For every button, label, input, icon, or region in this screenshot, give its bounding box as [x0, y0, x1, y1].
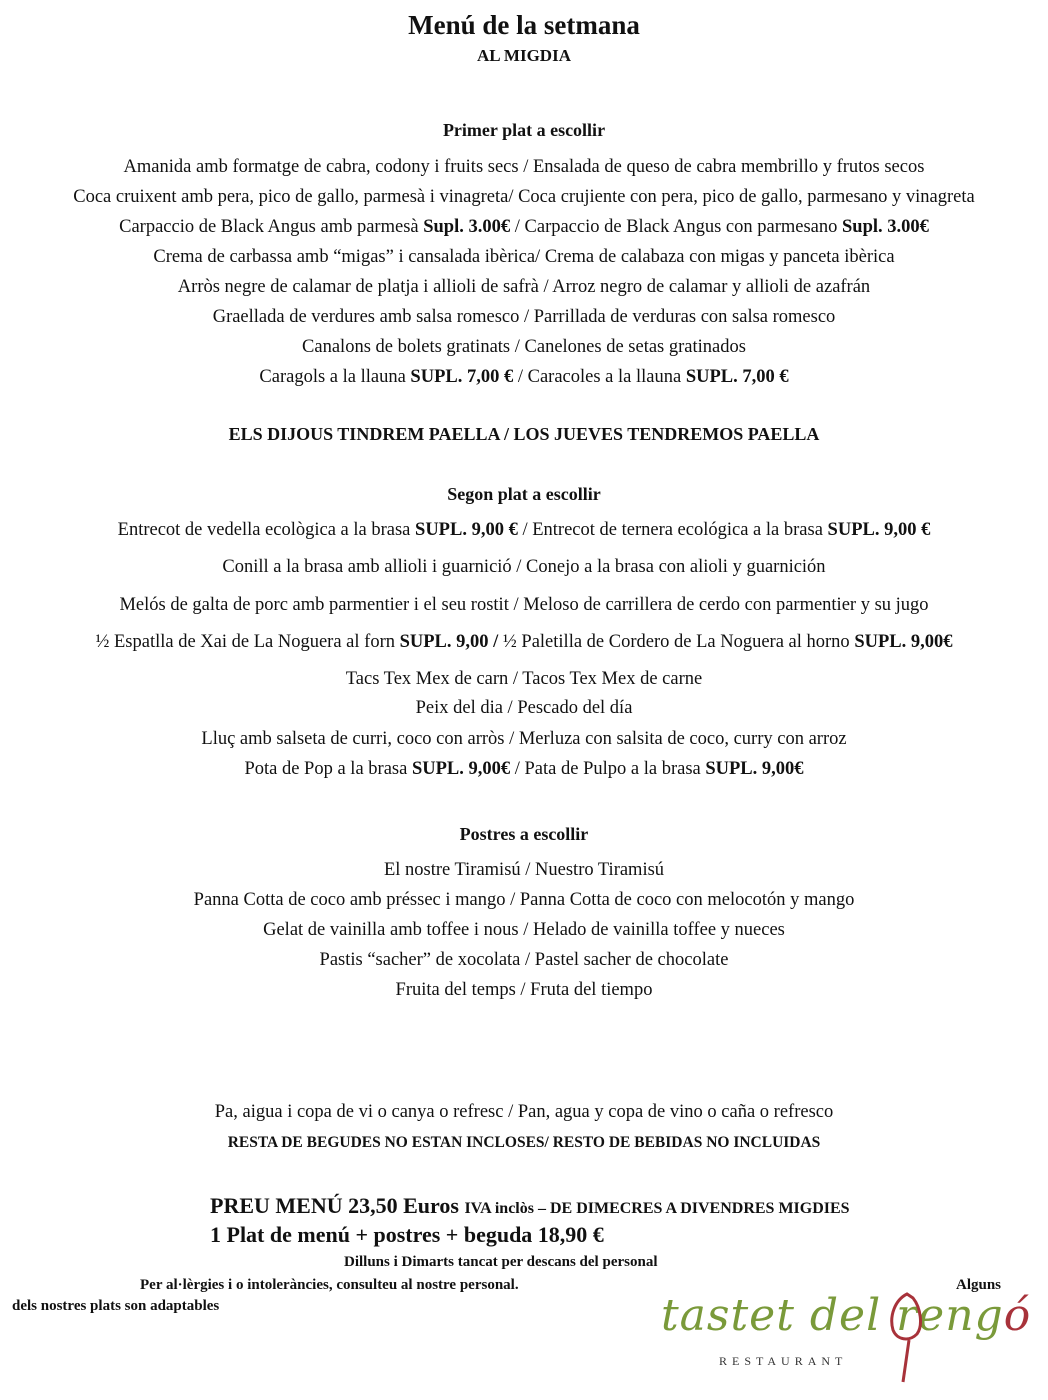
- menu-item: [0, 557, 1048, 578]
- dish-text: Canalons de bolets gratinats / Canelones de setas gratinados: [302, 337, 746, 357]
- menu-price: [210, 1193, 850, 1219]
- menu-item: [0, 632, 1048, 653]
- menu-subtitle: AL MIGDIA: [477, 46, 571, 65]
- supplement-price: SUPL. 9,00€: [705, 759, 804, 779]
- menu-item: [0, 860, 1048, 881]
- wine-glass-icon: [877, 1290, 937, 1385]
- dish-text: Peix del dia / Pescado del día: [415, 698, 633, 718]
- supplement-price: SUPL. 9,00 €: [827, 520, 931, 540]
- dish-text: Lluç amb salseta de curri, coco con arròs / Merluza con salsita de coco, curry con arroz: [201, 729, 847, 749]
- supplement-price: SUPL. 9,00€: [411, 759, 511, 779]
- dish-text: Pota de Pop a la brasa: [244, 759, 412, 779]
- supplement-price: SUPL. 9,00 €: [415, 520, 518, 540]
- closed-days-note: Dilluns i Dimarts tancat per descans del personal: [344, 1254, 658, 1270]
- menu-item: [0, 980, 1048, 1001]
- supplement-price: SUPL. 9,00€: [854, 632, 953, 652]
- dish-text: Panna Cotta de coco amb préssec i mango / Panna Cotta de coco con melocotón y mango: [193, 890, 855, 910]
- menu-price-note: IVA inclòs – DE DIMECRES A DIVENDRES MIGDIES: [464, 1200, 850, 1217]
- dish-text: Gelat de vainilla amb toffee i nous / Helado de vainilla toffee y nueces: [263, 920, 785, 940]
- dish-text: / Entrecot de ternera ecológica a la brasa: [517, 520, 828, 540]
- second-course-heading: Segon plat a escollir: [447, 484, 601, 504]
- menu-item: [0, 698, 1048, 719]
- dish-text: ½ Paletilla de Cordero de La Noguera al horno: [502, 632, 855, 652]
- dish-text: Arròs negre de calamar de platja i allioli de safrà / Arroz negro de calamar y allioli de azafrán: [177, 277, 871, 297]
- menu-item: [0, 950, 1048, 971]
- drinks-included: Pa, aigua i copa de vi o canya o refresc / Pan, agua y copa de vino o caña o refresco: [214, 1102, 834, 1122]
- menu-item: [0, 890, 1048, 911]
- dish-text: Conill a la brasa amb allioli i guarnició / Conejo a la brasa con alioli y guarnición: [222, 557, 826, 577]
- dish-text: Coca cruixent amb pera, pico de gallo, parmesà i vinagreta/ Coca crujiente con pera, pico de gallo, parmesano y vinagreta: [73, 187, 975, 207]
- supplement-price: SUPL. 9,00 /: [399, 632, 503, 652]
- dish-text: Melós de galta de porc amb parmentier i el seu rostit / Meloso de carrillera de cerdo con parmentier y su jugo: [119, 595, 929, 615]
- menu-item: [0, 367, 1048, 388]
- adaptable-note-end: dels nostres plats son adaptables: [12, 1298, 220, 1314]
- dish-text: Amanida amb formatge de cabra, codony i fruits secs / Ensalada de queso de cabra membrillo y frutos secos: [123, 157, 925, 177]
- menu-item: [0, 217, 1048, 238]
- supplement-price: Supl. 3.00€: [423, 217, 511, 237]
- dish-text: Caragols a la llauna: [259, 367, 411, 387]
- dish-text: / Carpaccio de Black Angus con parmesano: [510, 217, 842, 237]
- logo-subtitle: RESTAURANT: [719, 1354, 848, 1368]
- dish-text: Fruita del temps / Fruta del tiempo: [395, 980, 653, 1000]
- thursday-paella-note: ELS DIJOUS TINDREM PAELLA / LOS JUEVES TENDREMOS PAELLA: [228, 424, 820, 444]
- drinks-excluded-note: RESTA DE BEGUDES NO ESTAN INCLOSES/ RESTO DE BEBIDAS NO INCLUIDAS: [227, 1134, 821, 1151]
- dish-text: / Caracoles a la llauna: [513, 367, 686, 387]
- menu-item: [0, 187, 1048, 208]
- dish-text: Pastis “sacher” de xocolata / Pastel sacher de chocolate: [319, 950, 729, 970]
- menu-item: [0, 669, 1048, 690]
- supplement-price: Supl. 3.00€: [842, 217, 929, 237]
- menu-item: [0, 337, 1048, 358]
- menu-title: Menú de la setmana: [408, 10, 640, 40]
- menu-item: [0, 247, 1048, 268]
- menu-item: [0, 729, 1048, 750]
- dish-text: Carpaccio de Black Angus amb parmesà: [119, 217, 424, 237]
- dish-text: ½ Espatlla de Xai de La Noguera al forn: [95, 632, 400, 652]
- menu-item: [0, 277, 1048, 298]
- menu-price-label: PREU MENÚ 23,50 Euros: [210, 1193, 465, 1218]
- restaurant-logo: [655, 1290, 1032, 1385]
- dish-text: Entrecot de vedella ecològica a la brasa: [117, 520, 416, 540]
- supplement-price: SUPL. 7,00 €: [410, 367, 514, 387]
- dish-text: Graellada de verdures amb salsa romesco / Parrillada de verduras con salsa romesco: [212, 307, 836, 327]
- single-dish-price: 1 Plat de menú + postres + beguda 18,90 €: [210, 1222, 604, 1247]
- allergy-note: Per al·lèrgies i o intoleràncies, consulteu al nostre personal.: [140, 1277, 519, 1293]
- dish-text: / Pata de Pulpo a la brasa: [510, 759, 706, 779]
- dish-text: El nostre Tiramisú / Nuestro Tiramisú: [383, 860, 665, 880]
- menu-item: [0, 920, 1048, 941]
- dish-text: Tacs Tex Mex de carn / Tacos Tex Mex de carne: [345, 669, 703, 689]
- logo-script-text: tastet del rengó: [661, 1290, 1032, 1341]
- menu-item: [0, 157, 1048, 178]
- desserts-heading: Postres a escollir: [459, 824, 589, 844]
- dish-text: Crema de carbassa amb “migas” i cansalada ibèrica/ Crema de calabaza con migas y panceta ibèrica: [153, 247, 895, 267]
- menu-item: [0, 759, 1048, 780]
- supplement-price: SUPL. 7,00 €: [685, 367, 789, 387]
- adaptable-note-start: Alguns: [956, 1277, 1002, 1293]
- first-course-heading: Primer plat a escollir: [442, 120, 606, 140]
- menu-item: [0, 520, 1048, 541]
- menu-item: [0, 307, 1048, 328]
- menu-item: [0, 595, 1048, 616]
